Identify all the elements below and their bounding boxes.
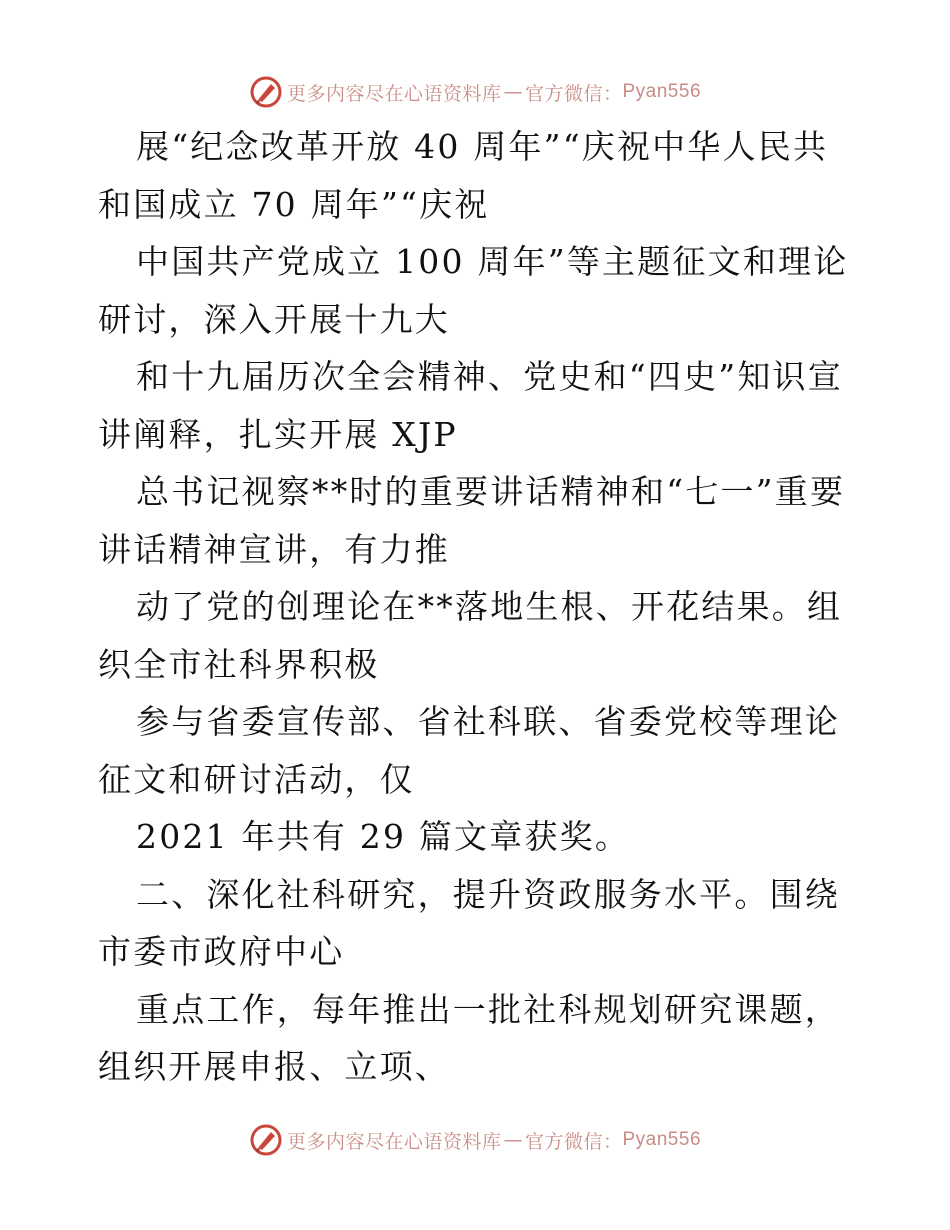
paragraph: 重点工作，每年推出一批社科规划研究课题，组织开展申报、立项、 bbox=[98, 989, 840, 1086]
watermark-text: 更多内容尽在心语资料库 bbox=[286, 1130, 502, 1153]
watermark-separator: — bbox=[503, 1129, 523, 1151]
paragraph: 二、深化社科研究，提升资政服务水平。围绕市委市政府中心 bbox=[98, 874, 840, 971]
paragraph: 动了党的创理论在**落地生根、开花结果。组织全市社科界积极 bbox=[98, 587, 843, 684]
pen-in-circle-icon bbox=[249, 75, 283, 109]
paragraph: 2021 年共有 29 篇文章获奖。 bbox=[136, 817, 631, 856]
watermark-separator: — bbox=[503, 81, 523, 103]
paragraph: 参与省委宣传部、省社科联、省委党校等理论征文和研讨活动，仅 bbox=[98, 702, 840, 799]
footer-watermark bbox=[0, 1118, 950, 1162]
paragraph: 和十九届历次全会精神、党史和“四史”知识宣讲阐释，扎实开展 XJP bbox=[98, 357, 843, 454]
paragraph: 展“纪念改革开放 40 周年”“庆祝中华人民共和国成立 70 周年”“庆祝 bbox=[98, 127, 829, 224]
watermark-wechat-id: Pyan556 bbox=[622, 81, 702, 102]
watermark-text: 更多内容尽在心语资料库 bbox=[286, 82, 502, 105]
watermark-wechat-label: 官方微信： bbox=[524, 1130, 623, 1153]
watermark-wechat-id: Pyan556 bbox=[622, 1129, 702, 1150]
pen-in-circle-icon bbox=[249, 1123, 283, 1157]
paragraph: 中国共产党成立 100 周年”等主题征文和理论研讨，深入开展十九大 bbox=[98, 242, 849, 339]
paragraph: 总书记视察**时的重要讲话精神和“七一”重要讲话精神宣讲，有力推 bbox=[98, 472, 846, 569]
document-body bbox=[98, 118, 858, 1096]
header-watermark bbox=[0, 70, 950, 114]
watermark-wechat-label: 官方微信： bbox=[524, 82, 623, 105]
